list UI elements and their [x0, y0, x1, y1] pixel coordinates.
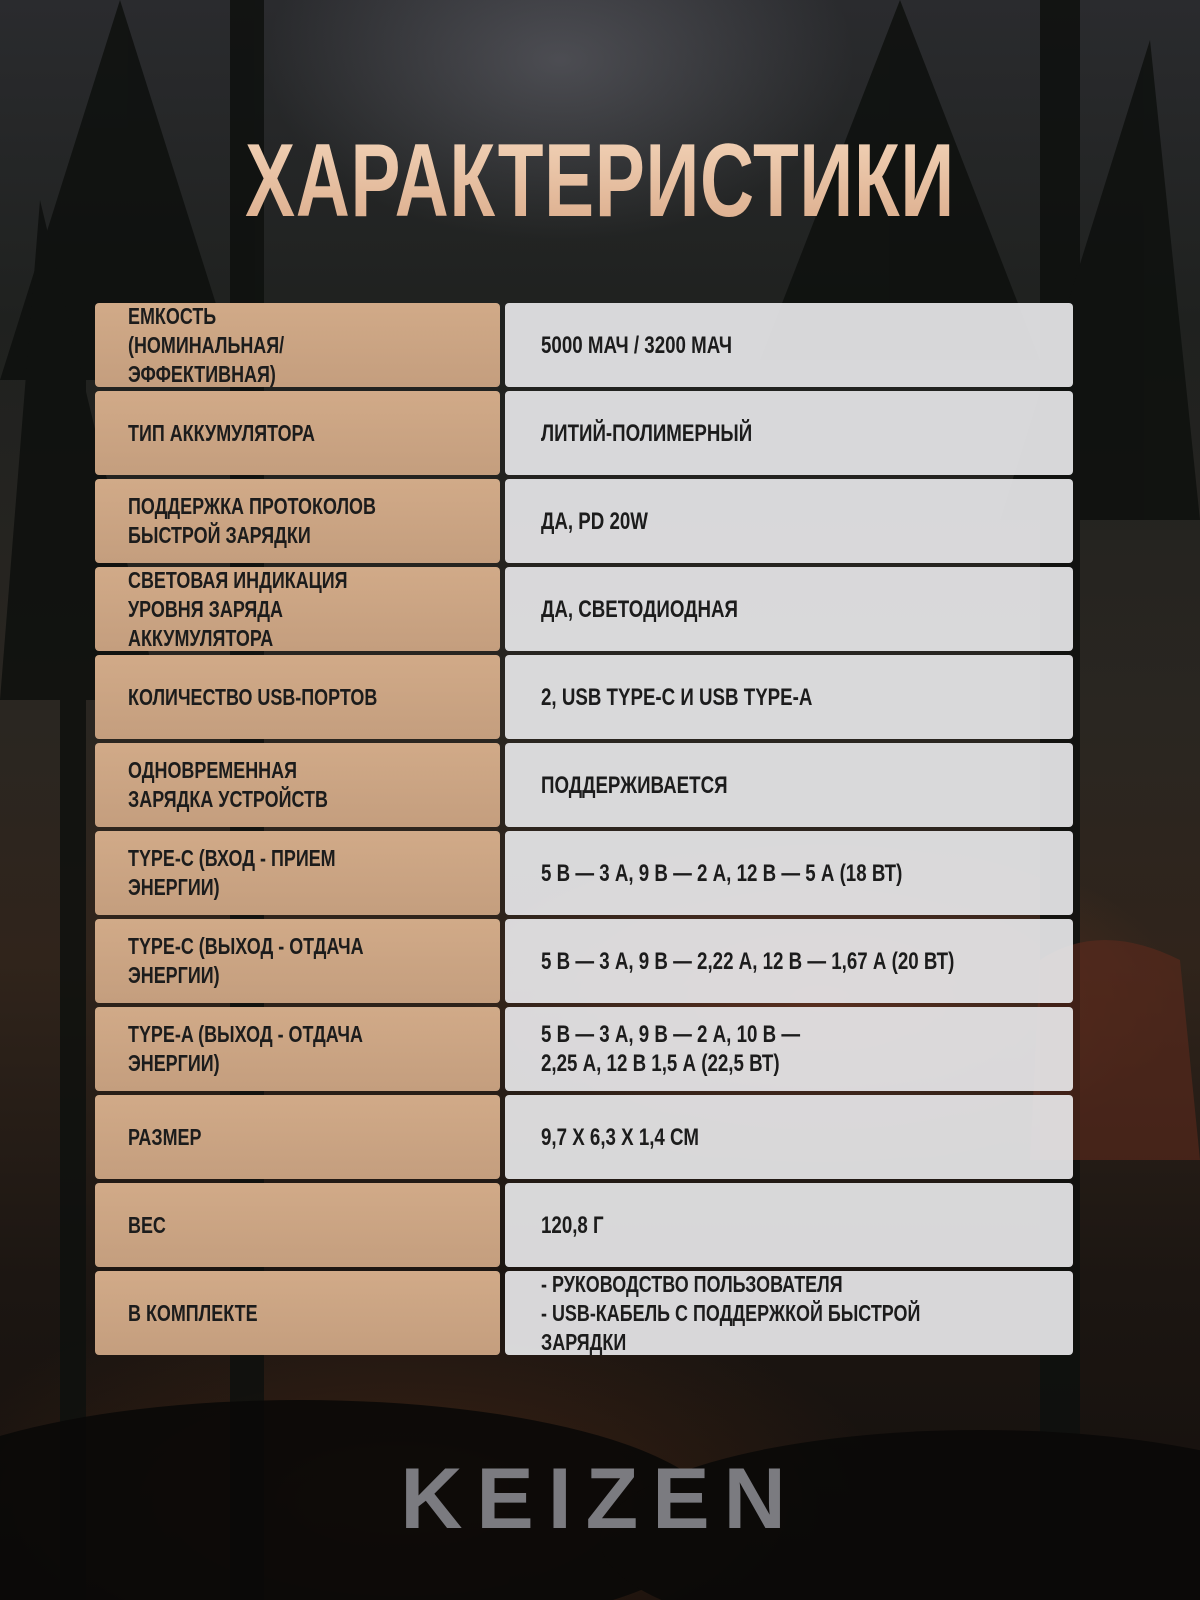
specs-table: [95, 303, 1073, 1355]
brand-logo: KEIZEN: [400, 1451, 800, 1547]
spec-value: ДА, СВЕТОДИОДНАЯ: [505, 567, 1073, 651]
spec-label: РАЗМЕР: [95, 1095, 500, 1179]
spec-label: ОДНОВРЕМЕННАЯ ЗАРЯДКА УСТРОЙСТВ: [95, 743, 500, 827]
spec-label: ВЕС: [95, 1183, 500, 1267]
spec-value: 2, USB TYPE-C И USB TYPE-A: [505, 655, 1073, 739]
spec-value: ЛИТИЙ-ПОЛИМЕРНЫЙ: [505, 391, 1073, 475]
page-title: ХАРАКТЕРИСТИКИ: [168, 122, 1032, 241]
spec-label: ЕМКОСТЬ (НОМИНАЛЬНАЯ/ЭФФЕКТИВНАЯ): [95, 303, 500, 387]
spec-value: ПОДДЕРЖИВАЕТСЯ: [505, 743, 1073, 827]
spec-label: КОЛИЧЕСТВО USB-ПОРТОВ: [95, 655, 500, 739]
spec-label: ТИП АККУМУЛЯТОРА: [95, 391, 500, 475]
spec-value: 5000 МАЧ / 3200 МАЧ: [505, 303, 1073, 387]
spec-value: 120,8 Г: [505, 1183, 1073, 1267]
spec-label: В КОМПЛЕКТЕ: [95, 1271, 500, 1355]
spec-value: 5 В — 3 А, 9 В — 2 А, 12 В — 5 А (18 ВТ): [505, 831, 1073, 915]
spec-label: СВЕТОВАЯ ИНДИКАЦИЯ УРОВНЯ ЗАРЯДА АККУМУЛЯТОРА: [95, 567, 500, 651]
spec-label: ПОДДЕРЖКА ПРОТОКОЛОВ БЫСТРОЙ ЗАРЯДКИ: [95, 479, 500, 563]
spec-value: - РУКОВОДСТВО ПОЛЬЗОВАТЕЛЯ - USB-КАБЕЛЬ С ПОДДЕРЖКОЙ БЫСТРОЙ ЗАРЯДКИ: [505, 1271, 1073, 1355]
spec-value: 9,7 Х 6,3 Х 1,4 СМ: [505, 1095, 1073, 1179]
spec-value: 5 В — 3 А, 9 В — 2 А, 10 В — 2,25 А, 12 В 1,5 А (22,5 ВТ): [505, 1007, 1073, 1091]
spec-label: TYPE-C (ВХОД - ПРИЕМ ЭНЕРГИИ): [95, 831, 500, 915]
spec-value: 5 В — 3 А, 9 В — 2,22 А, 12 В — 1,67 А (20 ВТ): [505, 919, 1073, 1003]
spec-label: TYPE-C (ВЫХОД - ОТДАЧА ЭНЕРГИИ): [95, 919, 500, 1003]
spec-label: TYPE-A (ВЫХОД - ОТДАЧА ЭНЕРГИИ): [95, 1007, 500, 1091]
spec-value: ДА, PD 20W: [505, 479, 1073, 563]
